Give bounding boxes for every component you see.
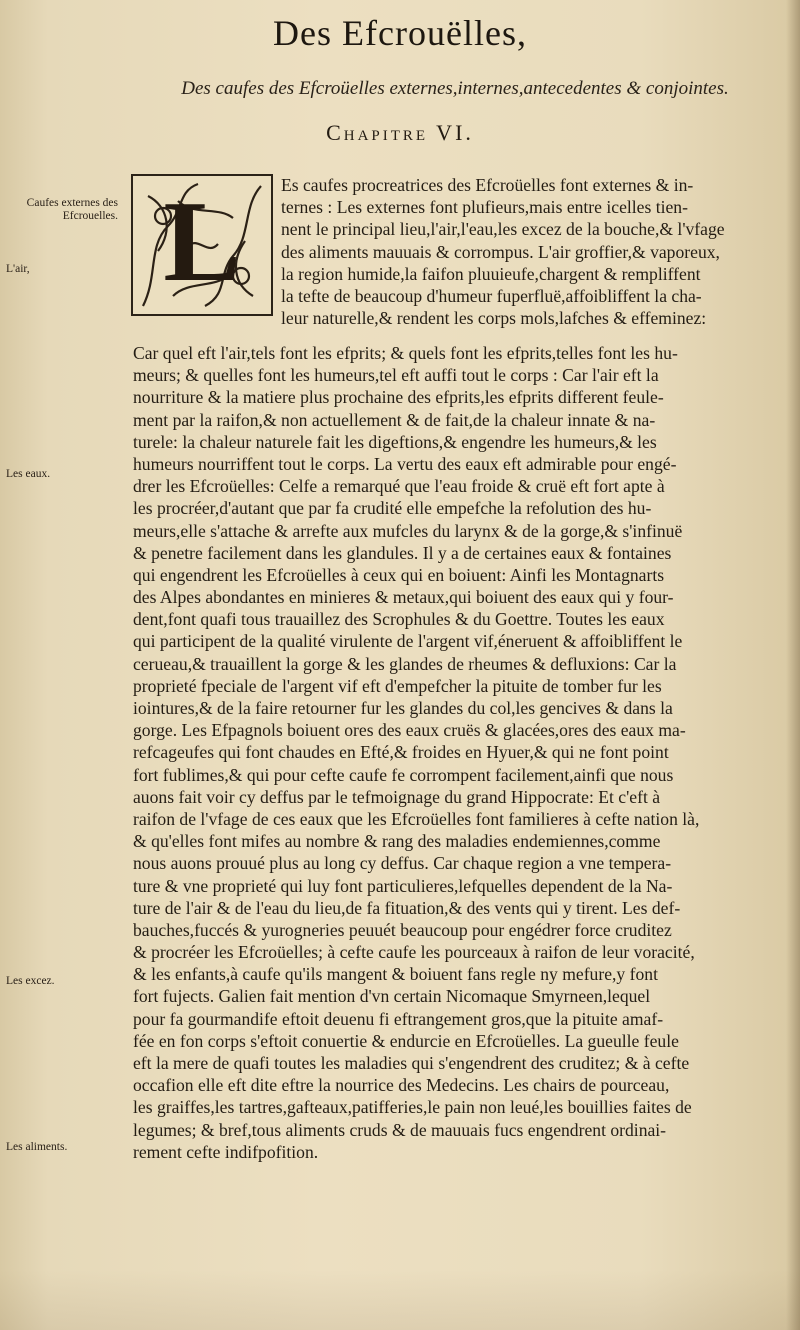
text-line: les graiffes,les tartres,gafteaux,patifferies,le pain non leué,les bouillies faites de [133,1097,692,1118]
margin-note-external-causes: Caufes externes des Efcrouelles. [26,197,118,222]
text-line: & qu'elles font mifes au nombre & rang des maladies endemiennes,comme [133,831,661,852]
text-line: raifon de l'vfage de ces eaux que les Efcroüelles font familieres à cefte nation là, [133,808,700,829]
text-line: des Alpes abondantes en minieres & metaux,qui boiuent des eaux qui y four- [133,587,674,608]
text-line: des aliments mauuais & corrompus. L'air groffier,& vaporeux, [281,241,720,262]
drop-cap-letter: L [163,178,241,306]
text-line: gorge. Les Efpagnols boiuent ores des eaux cruës & glacées,ores des eaux ma- [133,720,686,741]
text-line: occafion elle eft dite eftre la nourrice des Medecins. Les chairs de pourceau, [133,1075,670,1096]
text-line: & procréer les Efcroüelles; à cefte caufe les pourceaux à raifon de leur voracité, [133,942,695,963]
text-line: turele: la chaleur naturele fait les digeftions,& engendre les humeurs,& les [133,431,657,452]
text-line: qui engendrent les Efcroüelles à ceux qui en boiuent: Ainfi les Montagnarts [133,564,665,585]
ornamental-initial [131,174,273,316]
page-edge-shadow [786,0,800,1330]
margin-note-foods: Les aliments. [6,1141,68,1153]
text-line: fort fublimes,& qui pour cefte caufe fe corrompent facilement,ainfi que nous [133,764,674,785]
running-head: Des Efcrouëlles, [273,13,527,53]
text-line: ternes : Les externes font plufieurs,mais entre icelles tien- [281,197,688,218]
margin-note-excesses: Les excez. [6,975,55,987]
text-line: ture & vne proprieté qui luy font particulieres,lefquelles dependent de la Na- [133,875,673,896]
text-line: Es caufes procreatrices des Efcroüelles font externes & in- [281,175,694,195]
text-line: ment par la raifon,& non actuellement & de fait,de la chaleur innate & na- [133,409,656,430]
body-paragraph [133,342,769,1163]
text-line: fée en fon corps s'eftoit conuertie & endurcie en Efcroüelles. La gueulle feule [133,1030,679,1051]
text-line: nous auons prouué plus au long cy deffus. Car chaque region a vne tempera- [133,853,672,874]
page-bottom-shade [0,1270,800,1330]
chapter-heading: Chapitre VI. [326,120,474,145]
text-line: rement cefte indifpofition. [133,1141,319,1162]
text-line: les procréer,d'autant que par fa crudité elle empefche la refolution des hu- [133,498,652,519]
margin-note-waters: Les eaux. [6,468,51,480]
text-line: ture de l'air & de l'eau du lieu,de fa fituation,& des vents qui y tirent. Les def- [133,897,681,918]
text-line: & les enfants,à caufe qu'ils mangent & boiuent fans regle ny mefure,y font [133,964,658,985]
text-line: proprieté fpeciale de l'argent vif eft d'empefcher la pituite de tomber fur les [133,675,662,696]
text-line: meurs,elle s'attache & arrefte aux mufcles du larynx & de la gorge,& s'infinuë [133,520,683,541]
text-line: nent le principal lieu,l'air,l'eau,les excez de la bouche,& l'vfage [281,219,725,240]
text-line: drer les Efcroüelles: Celfe a remarqué que l'eau froide & cruë eft fort apte à [133,476,665,497]
text-line: meurs; & quelles font les humeurs,tel eft auffi tout le corps : Car l'air eft la [133,365,659,386]
text-line: la region humide,la faifon pluuieufe,chargent & rempliffent [281,263,701,284]
text-line: bauches,fuccés & yurogneries peuuét beaucoup pour engédrer force cruditez [133,919,672,940]
indented-paragraph [281,174,769,329]
text-line: fort fujects. Galien fait mention d'vn certain Nicomaque Smyrneen,lequel [133,986,651,1007]
text-line: legumes; & bref,tous aliments cruds & de mauuais fucs engendrent ordinai- [133,1119,667,1140]
text-line: Car quel eft l'air,tels font les efprits; & quels font les efprits,telles font les hu- [133,343,678,363]
text-line: qui participent de la qualité virulente de l'argent vif,éneruent & affoibliffent le [133,631,683,652]
text-line: iointures,& de la faire retourner fur les glandes du col,les gencives & dans la [133,698,673,718]
text-line: eft la mere de quafi toutes les maladies qui s'engendrent des cruditez; & à cefte [133,1053,690,1073]
margin-note-air: L'air, [6,263,30,275]
text-line: & penetre facilement dans les glandules. Il y a de certaines eaux & fontaines [133,542,672,563]
text-line: pour fa gourmandife eftoit deuenu fi eftrangement gros,que la pituite amaf- [133,1008,664,1029]
text-line: la tefte de beaucoup d'humeur fuperfluë,affoibliffent la cha- [281,285,702,306]
text-line: leur naturelle,& rendent les corps mols,lafches & effeminez: [281,308,707,329]
text-line: humeurs nourriffent tout le corps. La vertu des eaux eft admirable pour engé- [133,453,677,474]
text-line: cerueau,& trauaillent la gorge & les glandes de rheumes & defluxions: Car la [133,653,677,674]
text-line: nourriture & la matiere plus prochaine des efprits,les efprits different feule- [133,387,664,408]
text-line: dent,font quafi tous trauaillez des Scrophules & du Goettre. Toutes les eaux [133,609,665,630]
chapter-subtitle: Des caufes des Efcroüelles externes,internes,antecedentes & conjointes. [181,78,729,99]
text-line: refcageufes qui font chaudes en Efté,& froides en Hyuer,& qui ne font point [133,742,669,763]
text-line: auons fait voir cy deffus par le tefmoignage du grand Hippocrate: Et c'eft à [133,786,661,807]
